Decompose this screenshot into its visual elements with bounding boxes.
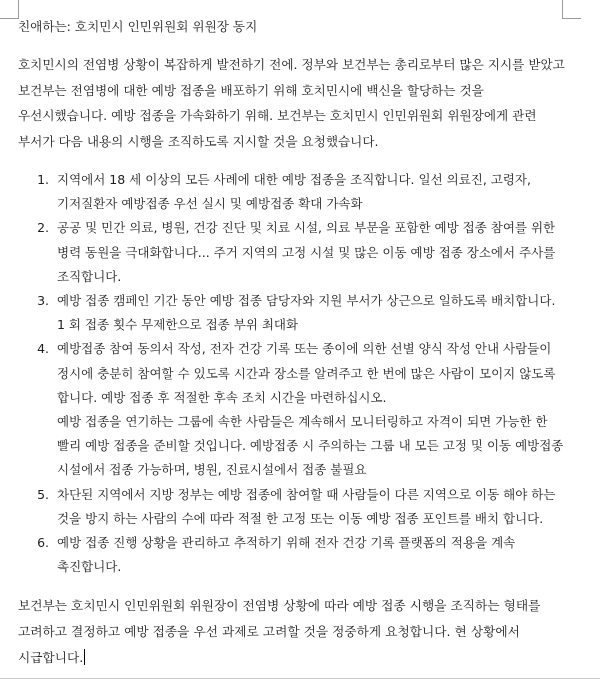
list-item — [53, 289, 566, 337]
margin-marker-top-left — [0, 0, 19, 19]
intro-paragraph: 호치민시의 전염병 상황이 복잡하게 발전하기 전에. 정부와 보건부는 총리로부터 많은 지시를 받았고 보건부는 전염병에 대한 예방 접종을 배포하기 위해 호치민시에 백신을 할당하는 것을 우선시했습니다. 예방 접종을 가속화하기 위해. 보건부는 호치민시 인민위원회 위원장에게 관련 부서가 다음 내용의 시행을 조직하도록 지시할 것을 요청했습니다. — [18, 57, 565, 149]
list-item — [53, 531, 566, 579]
greeting-line: 친애하는: 호치민시 인민위원회 위원장 동지 — [18, 19, 258, 34]
list-item — [53, 168, 566, 216]
closing-paragraph — [18, 593, 566, 670]
list-item-continuation: 예방 접종을 연기하는 그룹에 속한 사람들은 계속해서 모니터링하고 자격이 되면 가능한 한 빨리 예방 접종을 준비할 것입니다. 예방접종 시 주의하는 그룹 내 모든 고정 및 이동 예방접종 시설에서 접종 가능하며, 병원, 진료시설에서 접종 불필요 — [57, 414, 564, 478]
list-item-text: 공공 및 민간 의료, 병원, 건강 진단 및 치료 시설, 의료 부문을 포함한 예방 접종 참여를 위한 병력 동원을 극대화합니다... 주거 지역의 고정 시설 및 많은 이동 예방 접종 장소에서 주사를 조직합니다. — [57, 220, 556, 284]
list-item-text: 지역에서 18 세 이상의 모든 사례에 대한 예방 접종을 조직합니다. 일선 의료진, 고령자, 기저질환자 예방접종 우선 실시 및 예방접종 확대 가속화 — [57, 172, 531, 212]
list-item-text: 예방 접종 진행 상황을 관리하고 추적하기 위해 전자 건강 기록 플랫폼의 적용을 계속 촉진합니다. — [57, 535, 516, 575]
document-body[interactable] — [18, 0, 566, 671]
list-item — [53, 337, 566, 482]
list-item-text: 예방접종 참여 동의서 작성, 전자 건강 기록 또는 종이에 의한 선별 양식 작성 안내 사람들이 정시에 충분히 참여할 수 있도록 시간과 장소를 알려주고 한 번에 많은 사람이 모이지 않도록 합니다. 예방 접종 후 적절한 후속 조치 시간을 마련하십시오. — [57, 341, 556, 405]
list-item — [53, 483, 566, 531]
list-item-text: 차단된 지역에서 지방 정부는 예방 접종에 참여할 때 사람들이 다른 지역으로 이동 해야 하는 것을 방지 하는 사람의 수에 따라 적절 한 고정 또는 이동 예방 접종 포인트를 배치 합니다. — [57, 486, 556, 526]
list-item — [53, 216, 566, 289]
closing-text: 보건부는 호치민시 인민위원회 위원장이 전염병 상황에 따라 예방 접종 시행을 조직하는 형태를 고려하고 결정하고 예방 접종을 우선 과제로 고려할 것을 정중하게 요청합니다. 현 상황에서 시급합니다. — [18, 598, 541, 665]
instruction-list — [18, 168, 566, 579]
text-cursor — [84, 649, 85, 665]
page-bottom-edge — [0, 678, 600, 679]
list-item-text: 예방 접종 캠페인 기간 동안 예방 접종 담당자와 지원 부서가 상근으로 일하도록 배치합니다. 1 회 접종 횟수 무제한으로 접종 부위 최대화 — [57, 293, 556, 333]
